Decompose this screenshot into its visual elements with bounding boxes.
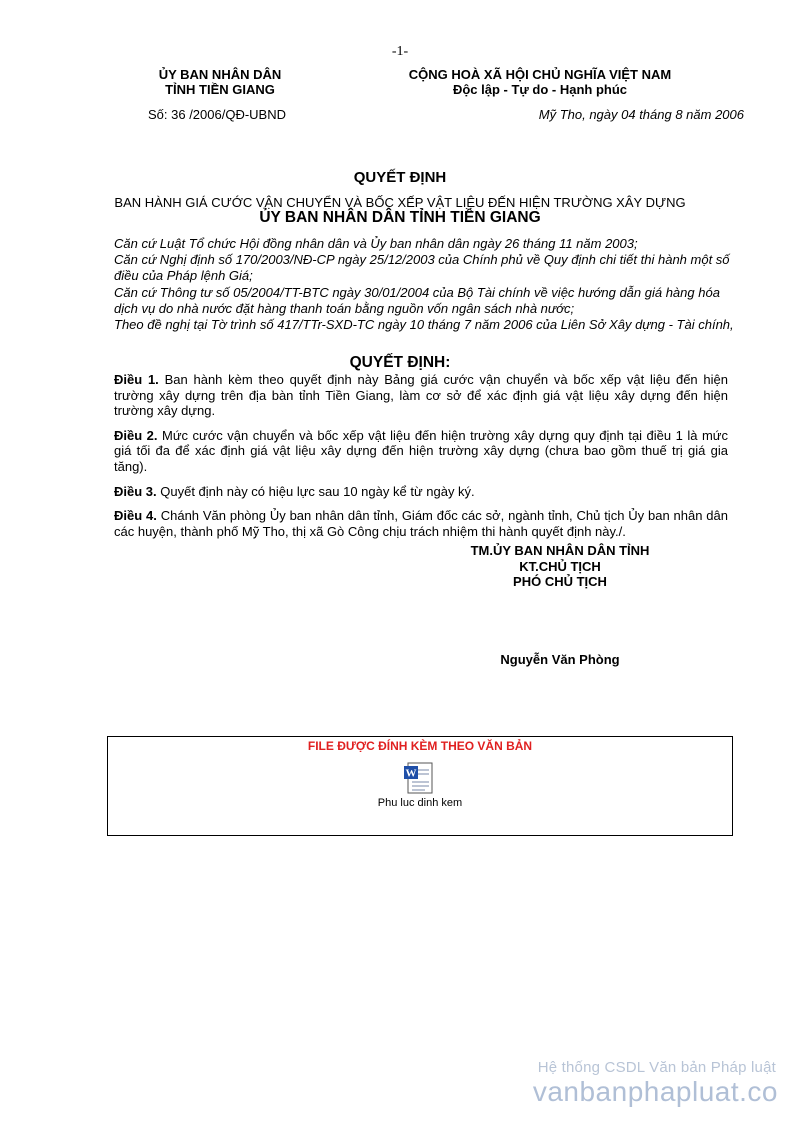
preamble-item: Căn cứ Luật Tổ chức Hội đồng nhân dân và Ủy ban nhân dân ngày 26 tháng 11 năm 2003; — [114, 236, 638, 251]
issuing-agency — [140, 67, 300, 97]
article-2 — [114, 428, 728, 475]
svg-text:W: W — [405, 767, 417, 780]
decision-heading: QUYẾT ĐỊNH: — [349, 354, 451, 371]
article-text: Quyết định này có hiệu lực sau 10 ngày kể từ ngày ký. — [160, 483, 475, 499]
article-text: Mức cước vận chuyển và bốc xếp vật liệu đến hiện trường xây dựng quy định tại điều 1 là mức giá tối đa để xác định giá vật liệu xây dựng đến hiện trường xây dựng (chưa bao gồm thuế trị giá gia tăng). — [114, 427, 728, 474]
preamble — [114, 236, 734, 333]
signature-block — [460, 543, 660, 590]
attachment-link[interactable]: Phu luc dinh kem — [377, 797, 463, 809]
document-subject: BAN HÀNH GIÁ CƯỚC VẬN CHUYỂN VÀ BỐC XẾP VẬT LIỆU ĐẾN HIỆN TRƯỜNG XÂY DỰNG — [114, 195, 686, 210]
preamble-item: Căn cứ Thông tư số 05/2004/TT-BTC ngày 30/01/2004 của Bộ Tài chính về việc hướng dẫn giá hàng hóa dịch vụ do nhà nước đặt hàng thanh toán bằng nguồn vốn ngân sách nhà nước; — [114, 284, 720, 316]
document-title: QUYẾT ĐỊNH — [353, 169, 447, 186]
signature-line1: TM.ỦY BAN NHÂN DÂN TỈNH — [470, 543, 650, 558]
article-1 — [114, 372, 728, 419]
articles — [114, 372, 728, 548]
article-text: Chánh Văn phòng Ủy ban nhân dân tỉnh, Giám đốc các sở, ngành tỉnh, Chủ tịch Ủy ban nhân dân các huyện, thành phố Mỹ Tho, thị xã Gò Công chịu trách nhiệm thi hành quyết định này./. — [114, 508, 728, 539]
issuing-agency-line1: ỦY BAN NHÂN DÂN — [158, 67, 282, 82]
watermark-line1: Hệ thống CSDL Văn bản Pháp luật — [537, 1059, 776, 1076]
page-number: -1- — [391, 44, 409, 59]
signer-name: Nguyễn Văn Phòng — [500, 652, 620, 667]
watermark-line2: vanbanphapluat.co — [532, 1076, 778, 1107]
national-motto-line1: CỘNG HOÀ XÃ HỘI CHỦ NGHĨA VIỆT NAM — [408, 67, 672, 82]
word-document-icon[interactable] — [403, 762, 435, 794]
national-motto — [380, 67, 700, 97]
preamble-item: Theo đề nghị tại Tờ trình số 417/TTr-SXD-TC ngày 10 tháng 7 năm 2006 của Liên Sở Xây dựng - Tài chính, — [114, 317, 734, 333]
place-date: Mỹ Tho, ngày 04 tháng 8 năm 2006 — [538, 107, 744, 122]
article-text: Ban hành kèm theo quyết định này Bảng giá cước vận chuyển và bốc xếp vật liệu đến hiện trường xây dựng trên địa bàn tỉnh Tiền Giang, làm cơ sở để xác định giá vật liệu xây dựng đến hiện trường xây dựng. — [114, 372, 729, 419]
article-label: Điều 1. — [114, 372, 159, 387]
article-3 — [114, 484, 728, 500]
issuing-agency-line2: TỈNH TIỀN GIANG — [165, 82, 275, 97]
national-motto-line2: Độc lập - Tự do - Hạnh phúc — [452, 82, 628, 97]
document-issuer: ỦY BAN NHÂN DÂN TỈNH TIỀN GIANG — [259, 209, 541, 226]
article-label: Điều 3. — [114, 483, 157, 499]
document-number: Số: 36 /2006/QĐ-UBND — [148, 107, 287, 122]
preamble-item: Căn cứ Nghị định số 170/2003/NĐ-CP ngày 25/12/2003 của Chính phủ về Quy định chi tiết thi hành một số điều của Pháp lệnh Giá; — [114, 252, 730, 284]
article-label: Điều 2. — [114, 427, 158, 443]
article-label: Điều 4. — [114, 508, 157, 524]
attachment-box — [107, 736, 733, 836]
signature-line3: PHÓ CHỦ TỊCH — [513, 574, 607, 589]
attachment-title: FILE ĐƯỢC ĐÍNH KÈM THEO VĂN BẢN — [307, 739, 533, 753]
article-4 — [114, 508, 728, 539]
signature-line2: KT.CHỦ TỊCH — [519, 558, 601, 574]
